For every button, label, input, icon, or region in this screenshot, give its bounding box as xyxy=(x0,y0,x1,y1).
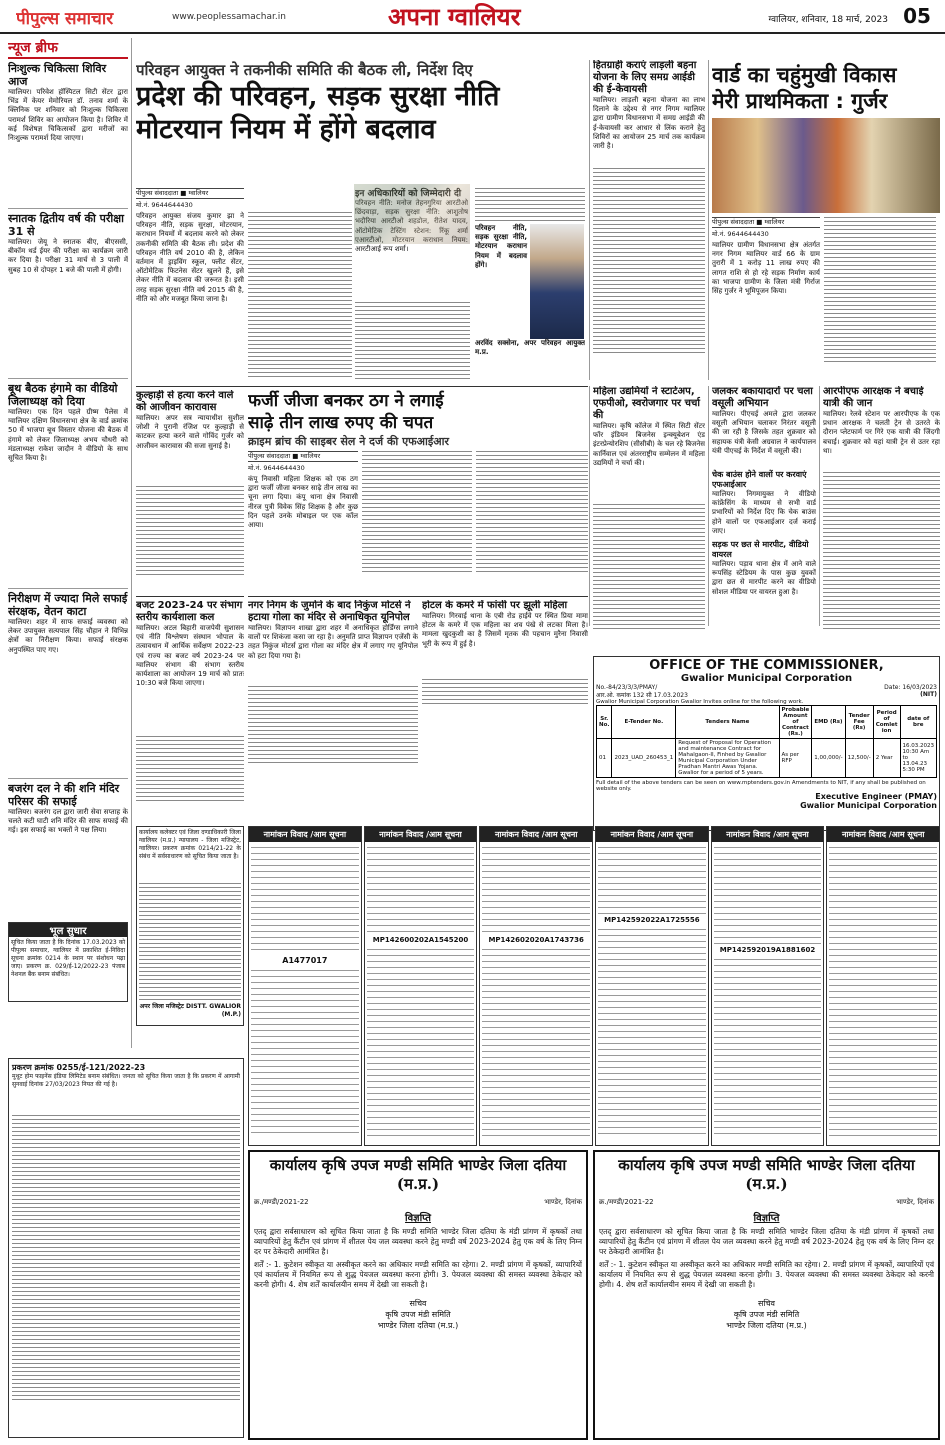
tender-header: Tenders Name xyxy=(676,706,779,739)
tender-cell: 2023_UAD_260453_1 xyxy=(612,739,676,778)
classified-column xyxy=(364,826,478,1146)
mandi-ref: क्र./मण्डी/2021-22 xyxy=(599,1198,654,1206)
mandi-sign-2: कृषि उपज मंडी समिति xyxy=(733,1310,800,1319)
classified-text xyxy=(598,926,706,1136)
ward-body-continued xyxy=(824,215,936,365)
tender-ro: आर.ओ. कमांक 132 सी 17.03.2023 xyxy=(596,692,688,699)
mandi-sign-3: भाण्डेर जिला दतिया (म.प्र.) xyxy=(726,1321,807,1330)
news-brief-column xyxy=(8,38,128,1053)
ward-bhoomipujan-photo xyxy=(712,118,940,213)
ward-byline: पीपुल्स संवाददाता ■ ग्वालियर xyxy=(712,217,820,228)
tender-header: Period of Comlet ion xyxy=(873,706,900,739)
brief-body: ग्वालियर। जेयू ने स्नातक बीए, बीएससी, बीकॉम थर्ड ईयर की परीक्षा का कार्यक्रम जारी कर दिया है। परीक्षा 31 मार्च से 3 पाली में सुबह 10 से दोपहर 1 बजे की पाली में होगी। xyxy=(8,238,128,274)
tender-header: Probable Amount of Contract (Rs.) xyxy=(779,706,812,739)
lead-body-col4 xyxy=(355,300,470,382)
finance-notice-head: प्रकरण क्रमांक 0255/ई-121/2022-23 xyxy=(12,1063,146,1072)
court-notice-body: कार्यालय कलेक्टर एवं जिला दण्डाधिकारी जिला ग्वालियर (म.प्र.) न्यायालय - जिला मजिस्ट्रेट, ग्वालियर। प्रकरण क्रमांक 0214/21-22 के संबंध में सर्वसाधारण को सूचित किया जाता है। xyxy=(139,829,241,860)
mandi-ref: क्र./मण्डी/2021-22 xyxy=(254,1198,309,1206)
tender-header: E-Tender No. xyxy=(612,706,676,739)
column-divider xyxy=(589,60,590,380)
classified-text xyxy=(482,844,590,934)
mandi-body: एतद् द्वारा सर्वसाधारण को सूचित किया जाता है कि मण्डी समिति भाण्डेर जिला दतिया के मंडी प्रांगण में कृषकों तथा व्यापारियों हेतु कैंटीन एवं प्रांगण में शीतल पेय जल व्यवस्था करने हेतु मण्डी वर्ष 2023-2024 हेतु एक वर्ष के लिए निम्न दर पर ठेकेदारी आमंत्रित है। xyxy=(599,1227,934,1256)
fraud-body: कंपू निवासी महिला शिक्षक को एक ठग द्वारा फर्जी जीजा बनकर साढ़े तीन लाख का चूना लगा दिया। कंपू थाना क्षेत्र निवासी नीरज पुत्री विवेक सिंह शिक्षक है और कुछ दिन पहले उनके मोबाइल पर एक कॉल आया। xyxy=(248,475,358,530)
hotel-story xyxy=(422,600,588,720)
transport-office-photo xyxy=(354,184,470,244)
mandi-vigyapti: विज्ञप्ति xyxy=(405,1213,431,1224)
mandi-sign: सचिव xyxy=(757,1299,775,1308)
byline-text: पीपुल्स संवाददाता ■ ग्वालियर xyxy=(136,189,209,197)
finance-notice-text xyxy=(12,1113,240,1403)
fraud-body-continued xyxy=(476,449,588,574)
brief-item xyxy=(8,208,128,378)
section-rule xyxy=(248,596,588,597)
story-body: ग्वालियर। अटल बिहारी वाजपेयी सुशासन एवं नीति विश्लेषण संस्थान भोपाल के तत्वावधान में आर्थिक सर्वेक्षण 2022-23 एवं राज्य का बजट वर्ष 2023-24 पर ग्वालियर संभाग की संभाग स्तरीय कार्यशाला का आयोजन 19 मार्च को प्रातः 10:30 बजे किया जाएगा। xyxy=(136,624,244,688)
tender-row xyxy=(597,739,937,778)
tender-header: Sr. No. xyxy=(597,706,612,739)
classified-text xyxy=(251,844,359,954)
officers-box-body: परिवहन नीति: मनोज तेहनगुरिया आरटीओ छिंदवाड़ा, सड़क सुरक्षा नीति: आशुतोष भदौरिया आरटीओ शहडोल, रीतेश यादव, ऑटोमेटिक टेस्टिंग स्टेशन: रिंकू शर्मा एआरटीओ, मोटरयान कराधान नियम: आरटीआई रूप शर्मा। xyxy=(355,199,468,254)
fraud-story xyxy=(248,390,588,590)
newspaper-logo: पीपुल्स समाचार xyxy=(16,9,114,28)
portrait-sign: अरविंद सक्सेना, अपर परिवहन आयुक्त म.प्र. xyxy=(475,339,585,357)
tender-header: EMD (Rs) xyxy=(812,706,845,739)
column-divider xyxy=(708,386,709,626)
classified-text xyxy=(251,967,359,1137)
mandi-body: एतद् द्वारा सर्वसाधारण को सूचित किया जाता है कि मण्डी समिति भाण्डेर जिला दतिया के मंडी प्रांगण में कृषकों तथा व्यापारियों हेतु कैंटीन एवं प्रांगण में शीतल पेय जल व्यवस्था करने हेतु मण्डी वर्ष 2023-2024 हेतु एक वर्ष के लिए निम्न दर पर ठेकेदारी आमंत्रित है। xyxy=(254,1227,582,1256)
story-subhead: चेक बाउंस होने वालों पर करवाएं एफआईआर xyxy=(712,470,807,489)
classified-heading: नामांकन विवाद /आम सूचना xyxy=(249,827,361,842)
brief-headline: बूथ बैठक हंगामे का वीडियो जिलाध्यक्ष को दिया xyxy=(8,382,118,408)
tender-sign-2: Gwalior Municipal Corporation xyxy=(800,801,937,810)
lead-mobile: मो.नं. 9644644430 xyxy=(136,201,193,209)
story-headline: हितग्राही कराएं लाड़ली बहना योजना के लिए समग्र आईडी की ई-केवायसी xyxy=(593,60,697,95)
section-rule xyxy=(136,596,244,597)
correction-box xyxy=(8,922,128,1002)
story-headline: बजट 2023-24 पर संभाग स्तरीय कार्यशाला कल xyxy=(136,600,243,623)
unipole-story xyxy=(248,600,418,820)
classified-column xyxy=(711,826,825,1146)
story-body-continued xyxy=(422,677,588,707)
lead-headline: प्रदेश की परिवहन, सड़क सुरक्षा नीति xyxy=(136,81,500,112)
classified-column xyxy=(595,826,709,1146)
ward-headline: वार्ड का चहुंमुखी विकास xyxy=(712,63,897,87)
jalkar-story xyxy=(712,386,816,636)
classified-id: MP142592022A1725556 xyxy=(604,916,700,924)
story-headline: होटल के कमरे में फांसी पर झूली महिला xyxy=(422,600,568,611)
fraud-byline: पीपुल्स संवाददाता ■ ग्वालियर xyxy=(248,451,358,462)
finance-notice xyxy=(8,1058,244,1438)
mandi-sign-2: कृषि उपज मंडी समिति xyxy=(385,1310,451,1319)
classified-id: MP142602020A1743736 xyxy=(488,936,584,944)
mandi-notice-1 xyxy=(248,1150,588,1440)
story-body: ग्वालियर। विज्ञापन शाखा द्वारा शहर में अनाधिकृत होर्डिंग्स लगाने वालों पर शिकंजा कसा जा रहा है। अनुमति प्राप्त विज्ञापन एजेंसी के तहत निकुंज मोटर्स द्वारा गोला का मंदिर क्षेत्र में लगाए गए यूनिपोल को हटा दिया गया है। xyxy=(248,624,418,660)
brief-headline: बजरंग दल ने की शनि मंदिर परिसर की सफाई xyxy=(8,782,120,808)
brief-headline: स्नातक द्वितीय वर्ष की परीक्षा 31 से xyxy=(8,212,124,238)
story-subhead: सड़क पर छत से मारपीट, वीडियो वायरल xyxy=(712,540,809,559)
tender-subtitle: Gwalior Municipal Corporation xyxy=(680,673,853,684)
official-portrait xyxy=(530,224,584,339)
classified-text xyxy=(829,844,937,1136)
story-body: ग्वालियर। पीएचई अमले द्वारा जलकर वसूली अभियान चलाकर निरंतर वसूली की जा रही है जिसके तहत शुक्रवार को सहायक यंत्री केसी अग्रवाल ने कार्यपालन यंत्री पीएचई के निर्देश में वसूली की। xyxy=(712,410,816,455)
column-divider xyxy=(589,386,590,626)
tender-intro: Gwalior Municipal Corporation Gwalior Invites online for the following work. xyxy=(596,699,804,705)
brief-body: ग्वालियर। बजरंग दल द्वारा जारी सेवा सप्ताह के चलते कटी घाटी शनि मंदिर की साफ सफाई की गई। इस सफाई का भक्तों ने पक्ष लिया। xyxy=(8,808,128,835)
lead-body: परिवहन आयुक्त संजय कुमार झा ने परिवहन नीति, सड़क सुरक्षा, मोटरयान, कराधान नियमों में बदलाव करने को लेकर तकनीकी समिति की बैठक ली। प्रदेश की परिवहन नीति वर्ष 2010 की है, लेकिन वर्तमान में ड्राइविंग स्कूल, फ्लीट सेंटर, ऑटोमेटिक फिटनेस सेंटर खुलने हैं, इसे लेकर नीति में बदलाव की जरूरत है। इसी तरह सड़क सुरक्षा नीति वर्ष 2015 की है, नीति को और मजबूत किया जाना है। xyxy=(136,212,244,303)
lead-body-continued xyxy=(355,300,470,382)
fraud-mobile: मो.नं. 9644644430 xyxy=(248,464,305,472)
fraud-body-continued xyxy=(362,449,472,574)
ward-headline-2: मेरी प्राथमिकता : गुर्जर xyxy=(712,89,888,113)
court-notice xyxy=(136,826,244,1026)
mandi-title: कार्यालय कृषि उपज मण्डी समिति भाण्डेर जिला दतिया (म.प्र.) xyxy=(618,1156,915,1193)
brief-body: ग्वालियर। शहर में साफ सफाई व्यवस्था को लेकर उपायुक्त सत्यपाल सिंह चौहान ने विभिन्न क्षेत्रों का निरीक्षण किया। सफाई संरक्षक अनुपस्थित पाए गए। xyxy=(8,618,128,654)
story-body-continued xyxy=(248,684,418,764)
column-divider xyxy=(819,386,820,626)
tender-ref: No.-84/23/3/3/PMAY/ xyxy=(596,684,658,691)
tender-header-row xyxy=(597,706,937,739)
classified-text xyxy=(482,946,590,1136)
tender-notice xyxy=(593,656,940,831)
classified-heading: नामांकन विवाद /आम सूचना xyxy=(365,827,477,842)
column-divider xyxy=(131,38,132,1048)
mandi-place: भाण्डेर, दिनांक xyxy=(544,1198,582,1206)
classified-heading: नामांकन विवाद /आम सूचना xyxy=(827,827,939,842)
brief-item xyxy=(8,378,128,588)
fraud-headline: फर्जी जीजा बनकर ठग ने लगाई xyxy=(248,391,444,411)
classified-text xyxy=(367,844,475,934)
correction-body: सूचित किया जाता है कि दिनांक 17.03.2023 को पीपुल्स समाचार, ग्वालियर में प्रकाशित ई-निविदा सूचना क्रमांक 0214 के स्थान पर संशोधन पढ़ा जाए। प्रकरण क्र. 029/ई-12/2022-23 पंजाब नेशनल बैंक बनाम संबंधित। xyxy=(11,939,125,978)
brief-body: ग्वालियर। एक दिन पहले ग्रीष्म पैलेस में ग्वालियर दक्षिण विधानसभा क्षेत्र के वार्ड क्रमांक 50 में भाजपा बूथ विस्तार योजना की बैठक में हंगामे को लेकर जिलाध्यक्ष अभय चौधरी को मंडलाध्यक्ष राकेश जादौन ने वीडियो के साथ सूचित किया है। xyxy=(8,408,128,463)
classified-heading: नामांकन विवाद /आम सूचना xyxy=(712,827,824,842)
story-body-continued xyxy=(593,502,705,632)
brief-item xyxy=(8,62,128,208)
mandi-sign: सचिव xyxy=(409,1299,427,1308)
story-headline: महिला उद्यमियों ने स्टार्टअप, एफपीओ, स्वरोजगार पर चर्चा की xyxy=(593,386,700,421)
tender-nit: (NIT) xyxy=(920,691,937,698)
ward-mobile: मो.नं. 9644644430 xyxy=(712,230,769,238)
story-body-continued xyxy=(136,734,244,804)
website-url: www.peoplessamachar.in xyxy=(172,12,286,22)
classified-heading: नामांकन विवाद /आम सूचना xyxy=(480,827,592,842)
classified-id: MP142592019A1881602 xyxy=(719,946,816,954)
brief-item xyxy=(8,778,128,918)
finance-notice-body: मुथूट होम फाइनेंस इंडिया लिमिटेड बनाम संबंधित। जनता को सूचित किया जाता है कि प्रकरण में आगामी सुनवाई दिनांक 27/03/2023 नियत की गई है। xyxy=(12,1073,240,1088)
classified-text xyxy=(598,844,706,914)
mandi-sign-3: भाण्डेर जिला दतिया (म.प्र.) xyxy=(377,1321,459,1330)
brief-headline: निःशुल्क चिकित्सा शिविर आज xyxy=(8,62,107,88)
story-sub-body: ग्वालियर। पड़ाव थाना क्षेत्र में आने वाले रूपसिंह स्टेडियम के पास कुछ युवकों द्वारा छत से मारपीट करने का वीडियो सोशल मीडिया पर वायरल हुआ है। xyxy=(712,560,816,596)
story-headline: कुल्हाड़ी से हत्या करने वाले को आजीवन कारावास xyxy=(136,390,234,413)
column-divider xyxy=(708,60,709,380)
lead-headline-2: मोटरयान नियम में होंगे बदलाव xyxy=(136,114,436,145)
tender-sign: Executive Engineer (PMAY) xyxy=(815,792,937,801)
classified-column xyxy=(479,826,593,1146)
women-entrepreneurs-story xyxy=(593,386,705,636)
tender-cell: 16.03.2023 10:30 Am to 13.04.23 5:30 PM xyxy=(900,739,937,778)
story-sub-body: ग्वालियर। निगमायुक्त ने वीडियो कांफ्रेंसिंग के माध्यम से सभी वार्ड प्रभारियों को निर्देश दिए कि चेक बाउंस होने वालों पर एफआईआर दर्ज कराई जाए। xyxy=(712,490,816,535)
brief-item xyxy=(8,588,128,778)
tender-table xyxy=(596,705,937,778)
story-body: ग्वालियर। कृषि कॉलेज में स्थित सिटी सेंटर फॉर इंडियन बिजनेस इन्क्यूबेशन एंड इंटरप्रेन्योरशिप (सीसीबी) के चल रहे बिजनेस कार्निवाल एवं अंतरराष्ट्रीय सम्मेलन में महिला उद्यमियों ने चर्चा की। xyxy=(593,422,705,467)
tender-cell: 1,00,000/- xyxy=(812,739,845,778)
news-brief-title: न्यूज ब्रीफ xyxy=(8,38,128,59)
fraud-subhead: क्राइम ब्रांच की साइबर सेल ने दर्ज की एफआईआर xyxy=(248,435,450,448)
tender-cell: Request of Proposal for Operation and maintenance Contract for Mahalgaon-II, Finhed by Gwalior Municipal Corporation Under Pradhan Mantri Awas Yojana. Gwalior for a period of 5 years. xyxy=(676,739,779,778)
classified-id: MP142600202A1545200 xyxy=(372,936,469,944)
masthead xyxy=(0,0,945,34)
rpf-story xyxy=(823,386,940,636)
lead-body-col5 xyxy=(475,186,585,386)
tender-header: date of bre xyxy=(900,706,937,739)
fraud-headline-2: साढ़े तीन लाख रुपए की चपत xyxy=(248,413,434,433)
issue-date: ग्वालियर, शनिवार, 18 मार्च, 2023 xyxy=(768,15,888,24)
tender-cell: 01 xyxy=(597,739,612,778)
classified-column xyxy=(826,826,940,1146)
lead-body-continued xyxy=(248,210,352,380)
ward-story xyxy=(712,62,940,384)
tender-cell: 2 Year xyxy=(873,739,900,778)
classified-text xyxy=(367,946,475,1136)
classified-text xyxy=(714,956,822,1136)
brief-body: ग्वालियर। परिवेश हॉस्पिटल सिटी सेंटर द्वारा भिंड में केयर मेमोरियल डॉ. तनाव शर्मा के क्लिनिक पर शनिवार को निःशुल्क चिकित्सा परामर्श शिविर का आयोजन किया है। शिविर में कई विशेषज्ञ चिकित्सकों द्वारा मरीजों का निःशुल्क परामर्श दिया जाएगा। xyxy=(8,88,128,143)
mandi-place: भाण्डेर, दिनांक xyxy=(896,1198,934,1206)
tender-footer: Full detail of the above tenders can be seen on www.mptenders.gov.in Amendments to NIT, if any shall be published on website only. xyxy=(596,780,926,792)
lead-body-col2 xyxy=(248,210,352,380)
photo-caption: परिवहन नीति, सड़क सुरक्षा नीति, मोटरयान कराधान नियम में बदलाव होंगे। xyxy=(475,224,527,269)
court-notice-continued xyxy=(139,881,241,1001)
classified-id: A1477017 xyxy=(282,956,328,965)
lead-kicker: परिवहन आयुक्त ने तकनीकी समिति की बैठक ली, निर्देश दिए xyxy=(136,61,473,79)
classifieds-strip xyxy=(248,826,940,1146)
correction-title: भूल सुधार xyxy=(9,923,127,937)
tender-date: Date: 16/03/2023 xyxy=(884,684,937,691)
section-rule xyxy=(136,386,588,387)
story-body: ग्वालियर। लाड़ली बहना योजना का लाभ दिलाने के उद्देश्य से नगर निगम ग्वालियर द्वारा ग्रामीण विधानसभा में समग्र आईडी की ई-केवायसी कर आधार से लिंक कराने हेतु शिविरों का आयोजन 25 मार्च तक कार्यक्रम जारी है। xyxy=(593,96,705,151)
story-headline: जलकर बकायादारों पर चला वसूली अभियान xyxy=(712,386,813,409)
kulhadi-story xyxy=(136,390,244,590)
budget-story xyxy=(136,600,244,820)
story-body: ग्वालियर। गिरवाई थाना के एबी रोड हाईवे पर स्थित प्रिया मामा होटल के कमरे में एक महिला का शव पंखे से लटका मिला है। मामला खुदकुशी का है जिसमें मृतक की पहचान मुरैना निवासी भूरी के रूप में हुई है। xyxy=(422,612,588,648)
lead-byline xyxy=(136,188,244,199)
story-body: ग्वालियर। रेलवे स्टेशन पर आरपीएफ के एक प्रधान आरक्षक ने चलती ट्रेन से उतरते के दौरान प्लेटफार्म पर गिरे एक यात्री की जिंदगी बचाई। शुक्रवार को यहां यात्री ट्रेन से उतर रहा था। xyxy=(823,410,940,455)
tender-header: Tender Fee (Rs) xyxy=(845,706,873,739)
mandi-conditions: शर्तें :- 1. कुटेशन स्वीकृत या अस्वीकृत करने का अधिकार मण्डी समिति का रहेगा। 2. मण्डी प्रांगण में कृषकों, व्यापारियों एवं कार्यालय में नियमित रूप से शुद्ध पेयजल व्यवस्था करना होगी। 3. पेयजल व्यवस्था की समस्त व्यवस्था ठेकेदार को करनी होगी। 4. शेष शर्तें कार्यालयीन समय में देखी जा सकती है। xyxy=(599,1260,934,1289)
court-notice-sign: अपर जिला मजिस्ट्रेट DISTT. GWALIOR (M.P.) xyxy=(139,1003,241,1018)
masthead-rule xyxy=(0,32,945,34)
ladli-behna-story xyxy=(593,60,705,382)
story-body: ग्वालियर। अपर सत्र न्यायाधीश सुशील जोशी ने पुरानी रंजिश पर कुल्हाड़ी से काटकर हत्या करने वाले गोविंद गुर्जर को आजीवन कारावास की सजा सुनाई है। xyxy=(136,414,244,450)
story-body-continued xyxy=(823,470,940,630)
ward-body: ग्वालियर ग्रामीण विधानसभा क्षेत्र अंतर्गत नगर निगम ग्वालियर वार्ड 66 के ग्राम तुरारी में 1 करोड़ 11 लाख रुपए की लागत राशि से हो रहे सड़क निर्माण कार्य का भाजपा ग्रामीण के जिला मंत्री गिर्राज सिंह गुर्जर ने भूमिपूजन किया। xyxy=(712,241,820,296)
story-body-continued xyxy=(136,484,244,576)
section-title: अपना ग्वालियर xyxy=(388,3,521,30)
tender-cell: As per RFP xyxy=(779,739,812,778)
classified-text xyxy=(714,844,822,944)
story-headline: आरपीएफ आरक्षक ने बचाई यात्री की जान xyxy=(823,386,924,409)
classified-column xyxy=(248,826,362,1146)
mandi-conditions: शर्तें :- 1. कुटेशन स्वीकृत या अस्वीकृत करने का अधिकार मण्डी समिति का रहेगा। 2. मण्डी प्रांगण में कृषकों, व्यापारियों एवं कार्यालय में नियमित रूप से शुद्ध पेयजल व्यवस्था करना होगी। 3. पेयजल व्यवस्था की समस्त व्यवस्था ठेकेदार को करनी होगी। 4. शेष शर्तें कार्यालयीन समय में देखी जा सकती है। xyxy=(254,1260,582,1289)
officers-box-title: इन अधिकारियों को जिम्मेदारी दी xyxy=(355,189,462,199)
mandi-notice-2 xyxy=(593,1150,940,1440)
tender-title: OFFICE OF THE COMMISSIONER, xyxy=(649,658,884,673)
mandi-vigyapti: विज्ञप्ति xyxy=(753,1213,780,1224)
story-body-continued xyxy=(593,166,705,356)
story-headline: नगर निगम के जुर्माने के बाद निकुंज मोटर्स ने हटाया गोला का मंदिर से अनाधिकृत यूनिपोल xyxy=(248,600,411,623)
lead-body-continued xyxy=(475,186,585,222)
page-number: 05 xyxy=(895,4,939,30)
brief-headline: निरीक्षण में ज्यादा मिले सफाई संरक्षक, वेतन काटा xyxy=(8,592,128,618)
tender-cell: 12,500/- xyxy=(845,739,873,778)
lead-body-col1 xyxy=(136,186,244,386)
classified-heading: नामांकन विवाद /आम सूचना xyxy=(596,827,708,842)
mandi-title: कार्यालय कृषि उपज मण्डी समिति भाण्डेर जिला दतिया (म.प्र.) xyxy=(269,1156,567,1193)
